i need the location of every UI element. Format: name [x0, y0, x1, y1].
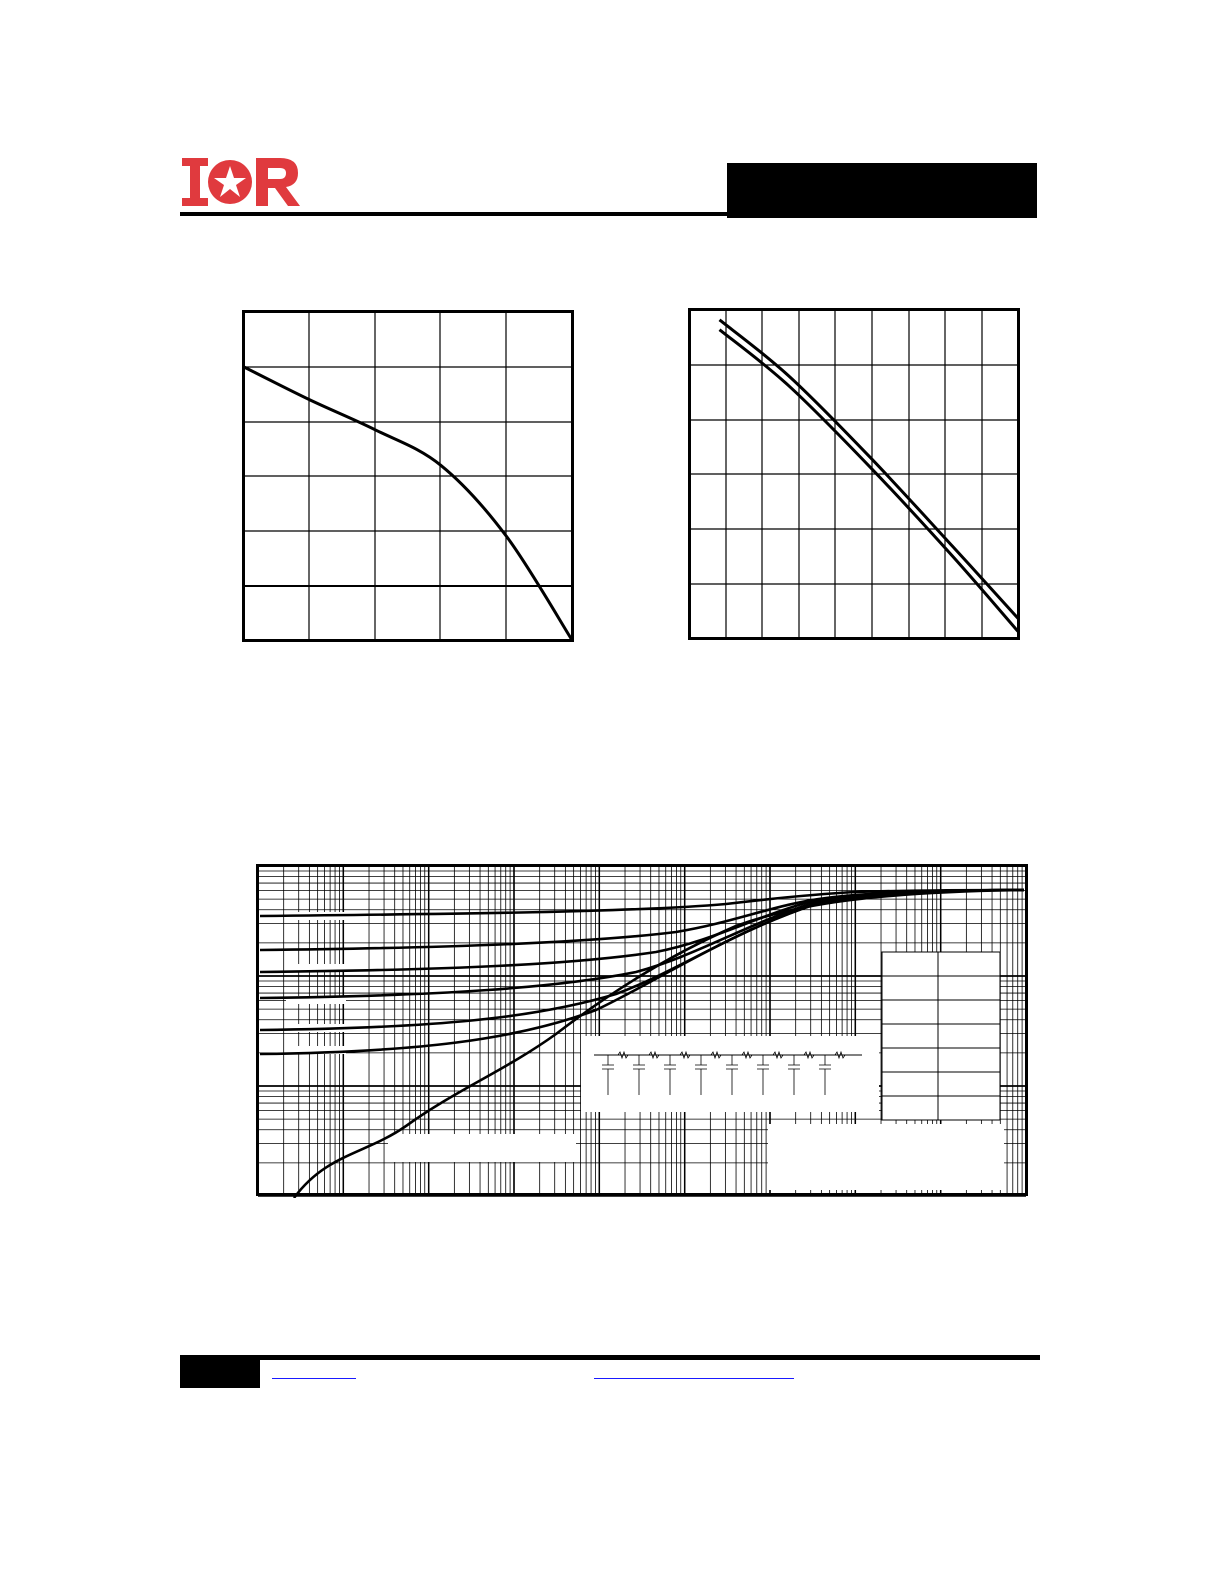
figure-top-left-plot — [242, 310, 574, 642]
footer-rule — [180, 1355, 1040, 1360]
footer-link-left[interactable] — [272, 1378, 356, 1379]
footer-link-right[interactable] — [594, 1378, 794, 1379]
figure-bottom — [256, 864, 1028, 1198]
figure-top-right-plot — [688, 308, 1020, 640]
rc-network-inset — [581, 1036, 879, 1112]
curve-line-lower — [720, 330, 1018, 632]
ir-logo — [180, 156, 302, 208]
header-rule — [180, 212, 728, 216]
curve-line — [244, 367, 572, 640]
figure-top-right — [688, 308, 1020, 640]
figure-top-left — [242, 310, 574, 642]
ir-logo-mark — [180, 156, 302, 208]
page-number-tab — [180, 1358, 260, 1388]
part-number-box — [727, 163, 1037, 218]
parameter-table — [882, 952, 1000, 1120]
figure-bottom-plot — [256, 864, 1028, 1198]
